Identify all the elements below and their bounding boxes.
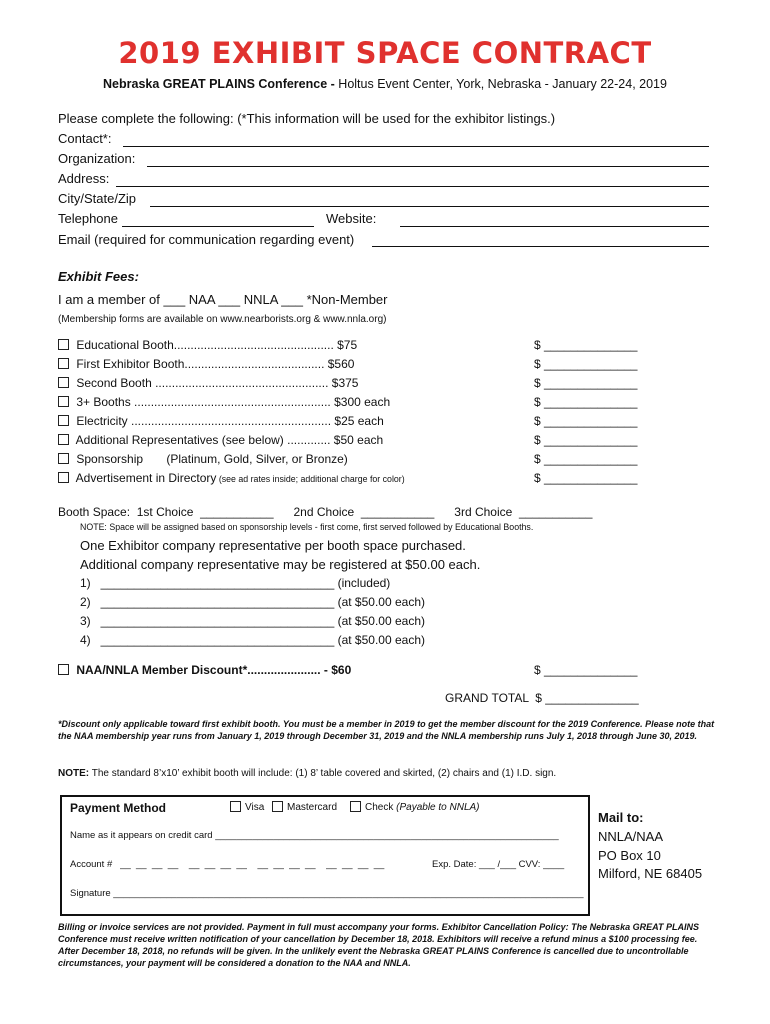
fee-item[interactable] xyxy=(58,433,383,447)
fee-item-label: Educational Booth................................................ $75 xyxy=(76,338,358,352)
citystatezip-field[interactable] xyxy=(150,206,709,207)
fee-amount[interactable]: $ ______________ xyxy=(534,357,638,371)
rep-field[interactable]: 3) ___________________________________ (at $50.00 each) xyxy=(80,614,425,628)
address-label: Address: xyxy=(58,171,110,186)
checkbox[interactable] xyxy=(58,664,69,675)
booth-choices[interactable]: Booth Space: 1st Choice ___________ 2nd Choice ___________ 3rd Choice ___________ xyxy=(58,505,593,519)
fee-item-label: Advertisement in Directory xyxy=(75,471,217,485)
cardholder-name-field[interactable]: Name as it appears on credit card _________________________________________________________________ xyxy=(70,830,559,841)
organization-label: Organization: xyxy=(58,151,136,166)
contact-intro: Please complete the following: (*This information will be used for the exhibitor listings.) xyxy=(58,111,556,126)
organization-field[interactable] xyxy=(147,166,709,167)
standard-note-text: The standard 8’x10’ exhibit booth will include: (1) 8’ table covered and skirted, (2) chairs and (1) I.D. sign. xyxy=(89,768,557,779)
checkbox[interactable] xyxy=(272,801,283,812)
payment-box xyxy=(60,795,590,916)
payment-heading: Payment Method xyxy=(70,801,167,815)
telephone-field[interactable] xyxy=(122,226,314,227)
email-label: Email (required for communication regarding event) xyxy=(58,232,355,247)
booth-note: NOTE: Space will be assigned based on sponsorship levels - first come, first served followed by Educational Booths. xyxy=(80,522,534,532)
fee-item-label: First Exhibitor Booth.......................................... $560 xyxy=(76,357,355,371)
standard-note-label: NOTE: xyxy=(58,768,90,779)
discount-amount[interactable]: $ ______________ xyxy=(534,663,638,677)
fee-item-label: 3+ Booths ........................................................... $300 each xyxy=(76,395,391,409)
fee-item-label: Additional Representatives (see below) ............. $50 each xyxy=(75,433,384,447)
checkbox[interactable] xyxy=(230,801,241,812)
checkbox[interactable] xyxy=(350,801,361,812)
fee-item[interactable] xyxy=(58,338,357,352)
check-option[interactable] xyxy=(350,802,480,813)
checkbox[interactable] xyxy=(58,377,69,388)
fee-amount[interactable]: $ ______________ xyxy=(534,471,638,485)
checkbox[interactable] xyxy=(58,339,69,350)
grand-total[interactable]: GRAND TOTAL $ ______________ xyxy=(445,691,639,705)
visa-option[interactable] xyxy=(230,802,264,813)
check-label: Check xyxy=(365,802,394,814)
subtitle-bold: Nebraska GREAT PLAINS Conference - xyxy=(103,77,335,91)
contact-label: Contact*: xyxy=(58,131,112,146)
fee-amount[interactable]: $ ______________ xyxy=(534,414,638,428)
mail-heading: Mail to: xyxy=(598,810,644,825)
contact-field[interactable] xyxy=(123,146,709,147)
discount-footnote: *Discount only applicable toward first exhibit booth. You must be a member in 2019 to get the member discount for the 2019 Conference. Please note that the NAA membership year runs from January 1, 2019 through December 31, 2019 and the NNLA membership runs July 1, 2018 through June 30, 2019. xyxy=(58,719,715,741)
cancellation-policy: Billing or invoice services are not provided. Payment in full must accompany your forms. Exhibitor Cancellation Policy: The Nebraska GREAT PLAINS Conference must receive written notification of your cancellation by December 18, 2018. Exhibitors will receive a refund minus a $100 processing fee. After December 18, 2018, no refunds will be given. In the unlikely event the Nebraska GREAT PLAINS Conference is cancelled due to uncontrollable circumstances, your payment will be considered a donation to the NAA and NNLA. xyxy=(58,922,699,968)
fee-item-note: (see ad rates inside; additional charge for color) xyxy=(216,474,405,484)
rep-line-1: One Exhibitor company representative per booth space purchased. xyxy=(80,538,466,553)
rep-field[interactable]: 1) ___________________________________ (included) xyxy=(80,576,391,590)
fee-item-label: Sponsorship (Platinum, Gold, Silver, or Bronze) xyxy=(76,452,348,466)
fee-item-label: Second Booth .................................................... $375 xyxy=(76,376,359,390)
page-title: 2019 EXHIBIT SPACE CONTRACT xyxy=(118,36,652,70)
telephone-label: Telephone xyxy=(58,211,118,226)
fee-amount[interactable]: $ ______________ xyxy=(534,338,638,352)
website-field[interactable] xyxy=(400,226,709,227)
checkbox[interactable] xyxy=(58,396,69,407)
signature-field[interactable]: Signature _________________________________________________________________________________________ xyxy=(70,888,584,899)
fee-item[interactable] xyxy=(58,395,390,409)
rep-line-2: Additional company representative may be registered at $50.00 each. xyxy=(80,557,481,572)
fee-item-label: Electricity ............................................................ $25 each xyxy=(76,414,384,428)
fee-amount[interactable]: $ ______________ xyxy=(534,395,638,409)
membership-note: (Membership forms are available on www.nearborists.org & www.nnla.org) xyxy=(58,314,387,325)
checkbox[interactable] xyxy=(58,453,69,464)
subtitle xyxy=(0,77,770,91)
mail-line: NNLA/NAA xyxy=(598,829,664,844)
fee-item[interactable] xyxy=(58,452,348,466)
discount-label: NAA/NNLA Member Discount*...................... - $60 xyxy=(76,663,352,677)
mastercard-option[interactable] xyxy=(272,802,337,813)
fee-amount[interactable]: $ ______________ xyxy=(534,376,638,390)
checkbox[interactable] xyxy=(58,472,69,483)
email-field[interactable] xyxy=(372,246,709,247)
discount-item[interactable] xyxy=(58,663,351,677)
fee-item[interactable] xyxy=(58,357,354,371)
subtitle-rest: Holtus Event Center, York, Nebraska - January 22-24, 2019 xyxy=(334,77,667,91)
fees-heading: Exhibit Fees: xyxy=(58,269,139,284)
check-note: (Payable to NNLA) xyxy=(396,802,480,814)
checkbox[interactable] xyxy=(58,434,69,445)
checkbox[interactable] xyxy=(58,358,69,369)
address-field[interactable] xyxy=(116,186,709,187)
exp-cvv-field[interactable]: Exp. Date: ___ /___ CVV: ____ xyxy=(432,859,565,870)
account-number-field[interactable]: Account # __ __ __ __ __ __ __ __ __ __ __ __ __ __ __ __ xyxy=(70,859,385,870)
mail-line: Milford, NE 68405 xyxy=(598,866,703,881)
fee-item[interactable] xyxy=(58,376,358,390)
fee-amount[interactable]: $ ______________ xyxy=(534,452,638,466)
rep-field[interactable]: 2) ___________________________________ (at $50.00 each) xyxy=(80,595,425,609)
fee-item[interactable] xyxy=(58,471,405,485)
membership-line: I am a member of ___ NAA ___ NNLA ___ *Non-Member xyxy=(58,292,388,307)
checkbox[interactable] xyxy=(58,415,69,426)
citystatezip-label: City/State/Zip xyxy=(58,191,137,206)
standard-note xyxy=(58,768,556,779)
website-label: Website: xyxy=(326,211,377,226)
rep-field[interactable]: 4) ___________________________________ (at $50.00 each) xyxy=(80,633,425,647)
fee-amount[interactable]: $ ______________ xyxy=(534,433,638,447)
fee-item[interactable] xyxy=(58,414,384,428)
visa-label: Visa xyxy=(245,802,265,814)
mastercard-label: Mastercard xyxy=(287,802,338,814)
mail-line: PO Box 10 xyxy=(598,848,661,863)
